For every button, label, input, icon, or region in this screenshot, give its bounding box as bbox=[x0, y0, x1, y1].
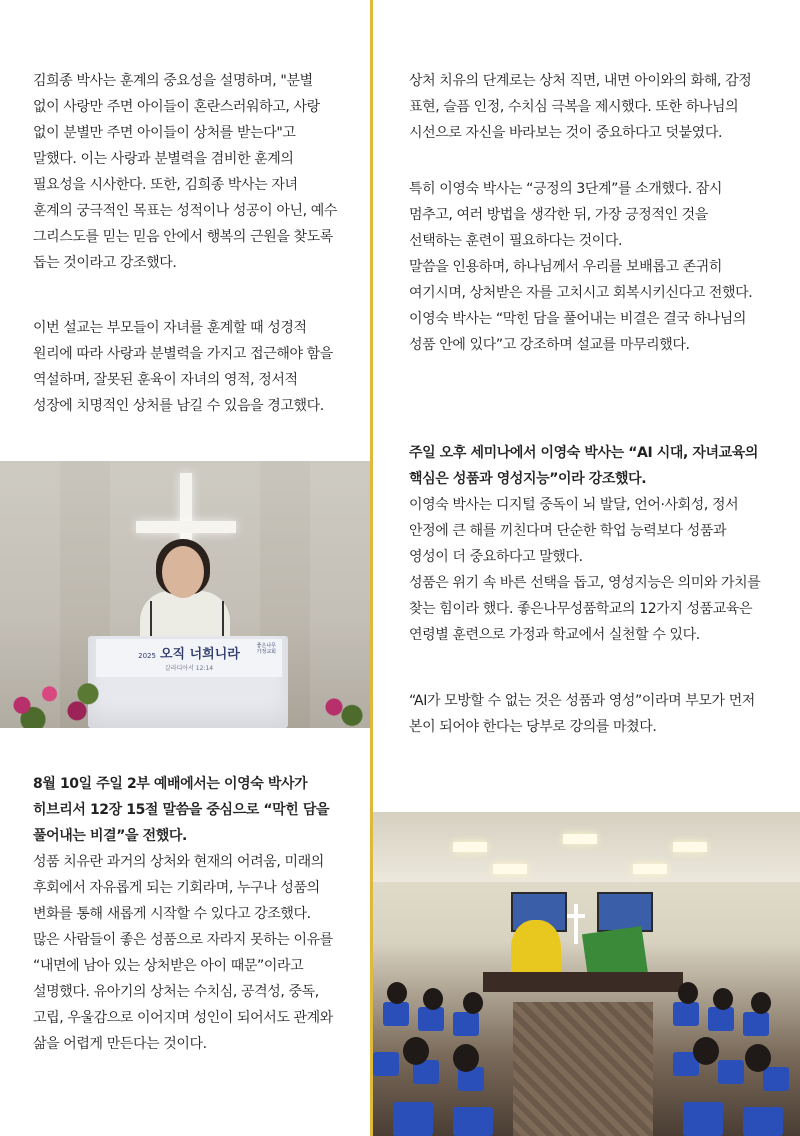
text-line: 설명했다. 유아기의 상처는 수치심, 공격성, 중독, bbox=[33, 984, 319, 1000]
text-line: 선택하는 훈련이 필요하다는 것이다. bbox=[409, 233, 623, 249]
left-paragraph-3 bbox=[33, 771, 363, 1057]
text-line: 안정에 큰 해를 끼친다며 단순한 학업 능력보다 성품과 bbox=[409, 523, 727, 539]
text-line: 고립, 우울감으로 이어지며 성인이 되어서도 관계와 bbox=[33, 1010, 333, 1026]
text-line: 이영숙 박사는 “막힌 담을 풀어내는 비결은 결국 하나님의 bbox=[409, 311, 747, 327]
text-line: 없이 분별만 주면 아이들이 상처를 받는다"고 bbox=[33, 125, 296, 141]
text-line: 원리에 따라 사랑과 분별력을 가지고 접근해야 함을 bbox=[33, 346, 333, 362]
text-line: 멈추고, 여러 방법을 생각한 뒤, 가장 긍정적인 것을 bbox=[409, 207, 708, 223]
text-line: “내면에 남아 있는 상처받은 아이 때문”이라고 bbox=[33, 958, 304, 974]
heading-line: 8월 10일 주일 2부 예배에서는 이영숙 박사가 bbox=[33, 776, 308, 792]
podium-sign bbox=[96, 639, 282, 677]
text-line: 변화를 통해 새롭게 시작할 수 있다고 강조했다. bbox=[33, 906, 311, 922]
text-line: 필요성을 시사한다. 또한, 김희종 박사는 자녀 bbox=[33, 177, 298, 193]
text-line: 없이 사랑만 주면 아이들이 혼란스러워하고, 사랑 bbox=[33, 99, 320, 115]
heading-line: 핵심은 성품과 영성지능”이라 강조했다. bbox=[409, 471, 647, 487]
sermon-photo bbox=[0, 461, 370, 728]
heading-line: 히브리서 12장 15절 말씀을 중심으로 “막힌 담을 bbox=[33, 802, 330, 818]
heading-line: 주일 오후 세미나에서 이영숙 박사는 “AI 시대, 자녀교육의 bbox=[409, 445, 759, 461]
text-line: 말씀을 인용하며, 하나님께서 우리를 보배롭고 존귀히 bbox=[409, 259, 723, 275]
text-line: 성품은 위기 속 바른 선택을 돕고, 영성지능은 의미와 가치를 bbox=[409, 575, 761, 591]
flower-arrangement bbox=[0, 671, 110, 728]
aisle-floor bbox=[513, 1002, 653, 1136]
text-line: 연령별 훈련으로 가정과 학교에서 실천할 수 있다. bbox=[409, 627, 700, 643]
text-line: 삶을 어렵게 만든다는 것이다. bbox=[33, 1036, 207, 1052]
text-line: 본이 되어야 한다는 당부로 강의를 마쳤다. bbox=[409, 719, 657, 735]
text-line: 이영숙 박사는 디지털 중독이 뇌 발달, 언어·사회성, 정서 bbox=[409, 497, 739, 513]
right-paragraph-4 bbox=[409, 688, 794, 740]
cross-icon bbox=[574, 904, 578, 944]
text-line: 성장에 치명적인 상처를 남길 수 있음을 경고했다. bbox=[33, 398, 324, 414]
sign-title: 오직 너희니라 bbox=[159, 647, 240, 662]
text-line: 역설하며, 잘못된 훈육이 자녀의 영적, 정서적 bbox=[33, 372, 298, 388]
projection-screen bbox=[597, 892, 653, 932]
text-line: 시선으로 자신을 바라보는 것이 중요하다고 덧붙였다. bbox=[409, 125, 723, 141]
stage bbox=[483, 972, 683, 992]
right-paragraph-3 bbox=[409, 440, 794, 648]
text-line: “AI가 모방할 수 없는 것은 성품과 영성”이라며 부모가 먼저 bbox=[409, 693, 755, 709]
text-line: 그리스도를 믿는 믿음 안에서 행복의 근원을 찾도록 bbox=[33, 229, 333, 245]
right-paragraph-2 bbox=[409, 176, 794, 358]
heading-line: 풀어내는 비결”을 전했다. bbox=[33, 828, 187, 844]
text-line: 이번 설교는 부모들이 자녀를 훈계할 때 성경적 bbox=[33, 320, 307, 336]
left-paragraph-1 bbox=[33, 68, 363, 276]
text-line: 말했다. 이는 사랑과 분별력을 겸비한 훈계의 bbox=[33, 151, 294, 167]
text-line: 김희종 박사는 훈계의 중요성을 설명하며, "분별 bbox=[33, 73, 313, 89]
text-line: 많은 사람들이 좋은 성품으로 자라지 못하는 이유를 bbox=[33, 932, 333, 948]
text-line: 특히 이영숙 박사는 “긍정의 3단계”를 소개했다. 잠시 bbox=[409, 181, 723, 197]
seminar-photo bbox=[373, 812, 800, 1136]
text-line: 여기시며, 상처받은 자를 고치시고 회복시키신다고 전했다. bbox=[409, 285, 753, 301]
text-line: 성품 안에 있다”고 강조하며 설교를 마무리했다. bbox=[409, 337, 690, 353]
sign-logo: 좋은나무 가정교회 bbox=[256, 643, 276, 655]
left-paragraph-2 bbox=[33, 315, 363, 419]
right-paragraph-1 bbox=[409, 68, 794, 146]
text-line: 찾는 힘이라 했다. 좋은나무성품학교의 12가지 성품교육은 bbox=[409, 601, 753, 617]
text-line: 돕는 것이라고 강조했다. bbox=[33, 255, 177, 271]
flower-arrangement bbox=[310, 686, 370, 728]
sign-year: 2025 bbox=[138, 652, 156, 660]
text-line: 성품 치유란 과거의 상처와 현재의 어려움, 미래의 bbox=[33, 854, 324, 870]
text-line: 훈계의 궁극적인 목표는 성적이나 성공이 아닌, 예수 bbox=[33, 203, 337, 219]
text-line: 상처 치유의 단계로는 상처 직면, 내면 아이와의 화해, 감정 bbox=[409, 73, 752, 89]
text-line: 영성이 더 중요하다고 말했다. bbox=[409, 549, 583, 565]
text-line: 표현, 슬픔 인정, 수치심 극복을 제시했다. 또한 하나님의 bbox=[409, 99, 739, 115]
text-line: 후회에서 자유롭게 되는 기회라며, 누구나 성품의 bbox=[33, 880, 320, 896]
sign-subtitle: 갈라디아서 12:14 bbox=[164, 665, 214, 672]
